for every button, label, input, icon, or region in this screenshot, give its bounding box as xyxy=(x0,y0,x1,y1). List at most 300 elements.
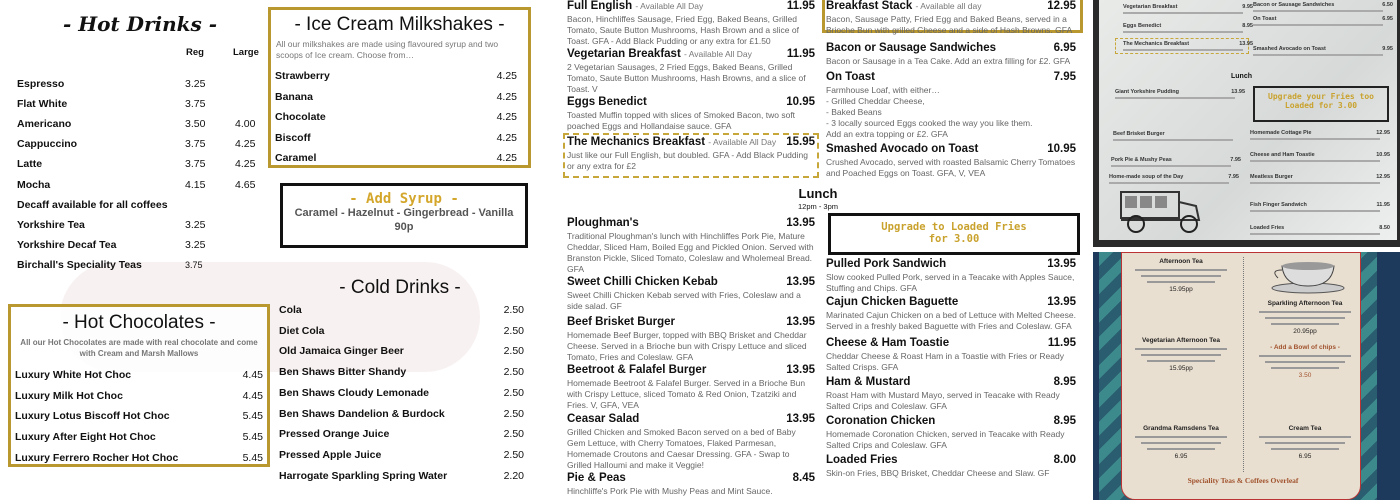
hot-drink-row xyxy=(17,78,267,92)
photo2-item-price: 6.95 xyxy=(1174,453,1188,460)
photo2-desc-line xyxy=(1135,269,1227,271)
photo1-lunch-title: Lunch xyxy=(1231,73,1252,80)
menu-item-name: Vegetarian Breakfast xyxy=(567,48,681,60)
menu-item-title xyxy=(826,337,949,350)
photo2-item-name: Afternoon Tea xyxy=(1159,258,1203,265)
milkshake-price: 4.25 xyxy=(496,90,517,103)
milkshake-price: 4.25 xyxy=(496,131,517,144)
photo1-item-desc-line xyxy=(1115,97,1235,99)
photo2-item-name: Sparkling Afternoon Tea xyxy=(1267,300,1343,307)
milkshake-row xyxy=(275,70,525,82)
menu-item-name: On Toast xyxy=(826,71,875,83)
menu-item-header xyxy=(826,42,1076,55)
photo2-item-price: 15.95pp xyxy=(1169,286,1193,293)
photo2-item-name: Grandma Ramsdens Tea xyxy=(1143,425,1219,432)
photo1-item-name: Fish Finger Sandwich xyxy=(1250,202,1307,208)
menu-item-header xyxy=(826,415,1076,428)
hot-chocolate-name: Luxury Milk Hot Choc xyxy=(15,389,123,402)
menu-item-title xyxy=(567,48,752,61)
menu-item-name: Ceasar Salad xyxy=(567,413,640,425)
cold-drink-name: Old Jamaica Ginger Beer xyxy=(279,345,404,358)
menu-item xyxy=(567,48,815,95)
hot-drink-row xyxy=(17,98,267,112)
cold-drink-price: 2.50 xyxy=(503,304,524,316)
cold-drink-row xyxy=(279,387,524,399)
food-menu-panel xyxy=(558,0,1090,500)
menu-item-name: Sweet Chilli Chicken Kebab xyxy=(567,276,718,288)
upgrade-line-2: for 3.00 xyxy=(928,233,980,245)
hot-chocolates-title: - Hot Chocolates - xyxy=(62,312,216,333)
photo1-item-name: Beef Brisket Burger xyxy=(1113,131,1165,137)
menu-item-description: Bacon or Sausage in a Tea Cake. Add an extra filling for £2. GFA xyxy=(826,56,1071,66)
menu-item-name: Breakfast Stack xyxy=(826,0,913,12)
photo1-item-desc-line xyxy=(1253,54,1383,56)
menu-item-description: Slow cooked Pulled Pork, served in a Teacake with Apples Sauce, Stuffing and Chips. GFA xyxy=(826,272,1075,293)
photo1-menu-item xyxy=(1250,202,1390,208)
cold-drink-price: 2.50 xyxy=(503,386,524,399)
menu-item-price: 13.95 xyxy=(1047,296,1076,308)
menu-item-title xyxy=(567,472,626,485)
milkshake-row xyxy=(275,111,525,123)
hot-drink-row xyxy=(17,239,267,253)
photo2-desc-line xyxy=(1259,355,1351,357)
menu-item-name: Cheese & Ham Toastie xyxy=(826,337,950,349)
lunch-hours: 12pm - 3pm xyxy=(797,202,839,211)
menu-item-price: 11.95 xyxy=(786,0,815,12)
menu-item-price: 8.95 xyxy=(1053,415,1076,427)
cold-drink-price: 2.50 xyxy=(503,345,524,358)
photo1-menu-item xyxy=(1123,4,1253,10)
drink-name: Decaff available for all coffees xyxy=(17,198,168,211)
photo1-menu-item xyxy=(1250,225,1390,231)
availability-note: - Available All Day xyxy=(708,137,777,147)
cold-drink-row xyxy=(279,304,524,316)
cold-drink-row xyxy=(279,470,524,482)
photo2-item-price: 3.50 xyxy=(1298,372,1312,379)
drink-name: Latte xyxy=(17,158,43,171)
drink-name: Mocha xyxy=(17,178,51,191)
photo1-item-desc-line xyxy=(1113,139,1233,141)
photo1-item-price: 9.95 xyxy=(1242,4,1253,10)
hot-chocolate-price: 5.45 xyxy=(242,431,263,444)
hot-chocolate-price: 5.45 xyxy=(242,410,263,423)
menu-item xyxy=(826,296,1076,332)
milkshake-row xyxy=(275,91,525,103)
milkshake-price: 4.25 xyxy=(496,70,517,82)
menu-item-name: Pie & Peas xyxy=(567,472,626,484)
milkshake-row xyxy=(275,152,525,164)
menu-item-title xyxy=(567,364,706,377)
hot-chocolates-description: All our Hot Chocolates are made with real chocolate and come with Cream and Marsh Mallows xyxy=(20,338,258,358)
hot-chocolate-row xyxy=(15,452,263,464)
drink-name: Americano xyxy=(17,118,72,131)
cold-drink-row xyxy=(279,428,524,440)
menu-item-header xyxy=(567,0,815,13)
menu-item-name: Ham & Mustard xyxy=(826,376,911,388)
photo1-item-name: On Toast xyxy=(1253,16,1277,22)
menu-item xyxy=(567,96,815,132)
menu-item-title xyxy=(567,413,639,426)
photo1-item-desc-line xyxy=(1253,24,1383,26)
hot-chocolate-row xyxy=(15,369,263,381)
menu-item-title xyxy=(826,71,875,84)
large-price: 4.65 xyxy=(235,178,256,191)
menu-item-name: Loaded Fries xyxy=(826,454,898,466)
menu-item-price: 13.95 xyxy=(786,413,815,425)
menu-item-description: Bacon, Sausage Patty, Fried Egg and Baked Beans, served in a Brioche Bun with grilled Cheese and a side of Hash Browns. GFA xyxy=(826,14,1073,35)
cold-drink-row xyxy=(279,366,524,378)
menu-item xyxy=(826,454,1076,479)
drinks-panel xyxy=(0,0,545,500)
photo2-menu-item xyxy=(1125,425,1237,460)
menu-item-description: Homemade Beetroot & Falafel Burger. Served in a Brioche Bun with Crispy Lettuce, sliced Tomato & Red Onion, Tzatziki and Fries. V, GFA, VEA xyxy=(567,378,806,410)
photo1-menu-item xyxy=(1250,174,1390,180)
photo1-item-desc-line xyxy=(1250,210,1380,212)
photo1-item-name: Smashed Avocado on Toast xyxy=(1253,46,1326,52)
menu-item-price: 8.00 xyxy=(1053,454,1076,466)
cold-drink-price: 2.50 xyxy=(503,324,524,337)
menu-item-title xyxy=(567,276,718,289)
menu-item-title xyxy=(826,258,946,271)
menu-item xyxy=(567,364,815,411)
hot-chocolate-price: 5.45 xyxy=(242,451,263,464)
menu-item-description: Hinchliffe's Pork Pie with Mushy Peas and Mint Sauce. xyxy=(567,486,773,496)
menu-item xyxy=(567,0,815,47)
menu-item-description: Marinated Cajun Chicken on a bed of Lettuce with Melted Cheese. Served in a freshly baked Baguette with Fries and Coleslaw. GFA xyxy=(826,310,1076,331)
reg-price: 3.75 xyxy=(185,158,206,171)
column-divider xyxy=(1243,257,1244,472)
menu-item xyxy=(826,376,1076,412)
menu-item-title xyxy=(826,376,910,389)
photo1-item-name: Giant Yorkshire Pudding xyxy=(1115,89,1179,95)
hot-chocolate-row xyxy=(15,410,263,422)
milkshakes-title: - Ice Cream Milkshakes - xyxy=(294,14,505,35)
photo1-item-price: 7.95 xyxy=(1230,157,1241,163)
photo2-item-name: - Add a Bowl of chips - xyxy=(1270,344,1340,351)
menu-item-header xyxy=(567,48,815,61)
menu-item-title xyxy=(826,415,935,428)
photo1-item-name: Meatless Burger xyxy=(1250,174,1293,180)
photo1-menu-item xyxy=(1109,174,1239,180)
menu-item xyxy=(826,42,1076,67)
menu-item-price: 13.95 xyxy=(786,217,815,229)
reg-price: 3.50 xyxy=(185,118,206,131)
teacup-illustration xyxy=(1268,258,1348,294)
photo2-desc-line xyxy=(1135,348,1227,350)
photo1-item-desc-line xyxy=(1250,182,1380,184)
photo1-item-desc-line xyxy=(1111,165,1231,167)
photo1-item-name: Vegetarian Breakfast xyxy=(1123,4,1178,10)
menu-item-header xyxy=(826,376,1076,389)
menu-item-title xyxy=(826,454,898,467)
cold-drink-price: 2.50 xyxy=(503,428,524,441)
menu-item-price: 7.95 xyxy=(1053,71,1076,83)
menu-item-description: Farmhouse Loaf, with either… - Grilled Cheddar Cheese, - Baked Beans - 3 locally sourced Eggs cooked the way you like them. Add an extra topping or £2. GFA xyxy=(826,85,1033,139)
hot-drink-row xyxy=(17,259,267,273)
photo1-item-price: 10.95 xyxy=(1376,152,1390,158)
photo1-item-name: The Mechanics Breakfast xyxy=(1123,41,1190,47)
hot-drinks-title: - Hot Drinks - xyxy=(62,12,218,36)
syrup-options: Caramel - Hazelnut - Gingerbread - Vanilla xyxy=(294,207,514,219)
availability-note: - Available All Day xyxy=(635,1,704,11)
reg-price: 3.75 xyxy=(185,138,206,151)
vintage-bus-illustration xyxy=(1111,188,1211,233)
cold-drink-price: 2.50 xyxy=(503,366,524,379)
photo1-menu-item xyxy=(1113,131,1243,137)
hot-chocolate-price: 4.45 xyxy=(242,389,263,402)
availability-note: - Available All Day xyxy=(684,49,752,59)
menu-item-name: Pulled Pork Sandwich xyxy=(826,258,947,270)
photo2-desc-line xyxy=(1135,436,1227,438)
photo2-item-price: 6.95 xyxy=(1298,453,1312,460)
menu-item-name: Beetroot & Falafel Burger xyxy=(567,364,707,376)
photo-lunch-menu xyxy=(1093,0,1400,247)
menu-item-price: 13.95 xyxy=(786,316,815,328)
photo1-item-desc-line xyxy=(1250,233,1380,235)
photo2-item-price: 20.95pp xyxy=(1293,328,1317,335)
cold-drink-name: Pressed Apple Juice xyxy=(279,448,382,461)
menu-item-description: Grilled Chicken and Smoked Bacon served on a bed of Baby Gem Lettuce, with Cherry Tomatoes, Flaked Parmesan, Homemade Croutons and Caesar Dressing. GFA - Swap to Grilled Halloumi and make it Veggie! xyxy=(567,427,796,470)
photo1-item-desc-line xyxy=(1123,49,1243,51)
photo1-menu-item xyxy=(1115,89,1245,95)
photo2-desc-line xyxy=(1265,361,1345,363)
photo2-desc-line xyxy=(1141,442,1221,444)
menu-item xyxy=(567,316,815,363)
photo1-menu-item xyxy=(1253,46,1393,52)
menu-item-header xyxy=(826,71,1076,84)
menu-item-title xyxy=(826,143,978,156)
milkshake-name: Strawberry xyxy=(275,70,330,82)
menu-item-title xyxy=(567,96,647,109)
reg-price: 3.25 xyxy=(185,218,206,231)
photo1-item-desc-line xyxy=(1250,160,1380,162)
menu-item-description: Homemade Beef Burger, topped with BBQ Brisket and Cheddar Cheese. Served in a Brioche bun with Crispy Lettuce and sliced Tomato, Fries and Coleslaw. GFA xyxy=(567,330,807,362)
menu-item-header xyxy=(567,217,815,230)
photo1-item-price: 6.50 xyxy=(1382,2,1393,8)
cold-drink-name: Pressed Orange Juice xyxy=(279,428,390,441)
menu-item-header xyxy=(826,143,1076,156)
hot-chocolate-name: Luxury Ferrero Rocher Hot Choc xyxy=(15,451,179,464)
menu-item xyxy=(826,337,1076,373)
milkshake-name: Chocolate xyxy=(275,111,326,123)
menu-item-description: Crushed Avocado, served with roasted Balsamic Cherry Tomatoes and Poached Eggs on Toast. GFA, V, VEA xyxy=(826,157,1076,178)
menu-item-name: Ploughman's xyxy=(567,217,639,229)
photo1-menu-item xyxy=(1250,130,1390,136)
photo2-desc-line xyxy=(1265,442,1345,444)
large-price: 4.00 xyxy=(235,118,256,131)
drink-name: Flat White xyxy=(17,98,68,111)
photo1-item-desc-line xyxy=(1123,12,1243,14)
menu-item-price: 10.95 xyxy=(1047,143,1076,155)
menu-item-price: 15.95 xyxy=(786,136,815,148)
hot-drink-row xyxy=(17,179,267,193)
menu-item-description: Roast Ham with Mustard Mayo, served in Teacake with Ready Salted Crips and Coleslaw. GFA xyxy=(826,390,1060,411)
photo2-desc-line xyxy=(1259,436,1351,438)
menu-item-header xyxy=(826,296,1076,309)
milkshakes-description: All our milkshakes are made using flavoured syrup and two scoops of Ice cream. Choose from… xyxy=(276,39,499,60)
menu-item-title xyxy=(826,296,958,309)
drink-name: Birchall's Speciality Teas xyxy=(17,258,142,271)
photo1-item-price: 8.50 xyxy=(1379,225,1390,231)
cold-drink-price: 2.50 xyxy=(503,407,524,420)
menu-item-description: Skin-on Fries, BBQ Brisket, Cheddar Cheese and Slaw. GF xyxy=(826,468,1050,478)
menu-item-description: Traditional Ploughman's lunch with Hinchliffes Pork Pie, Mature Cheddar, Sliced Ham, Boiled Egg and Pickled Onion. Served with Branston Pickle, Sliced Tomato, Coleslaw and Wholemeal Bread. GFA xyxy=(567,231,814,274)
photo1-item-desc-line xyxy=(1109,182,1229,184)
photo1-menu-item xyxy=(1123,23,1253,29)
menu-item-price: 11.95 xyxy=(1047,337,1076,349)
menu-item-name: The Mechanics Breakfast xyxy=(567,136,706,148)
cold-drink-row xyxy=(279,325,524,337)
cold-drink-name: Ben Shaws Dandelion & Burdock xyxy=(279,407,445,420)
menu-item xyxy=(826,71,1076,140)
menu-item-header xyxy=(826,337,1076,350)
photo1-item-name: Pork Pie & Mushy Peas xyxy=(1111,157,1172,163)
menu-item-name: Full English xyxy=(567,0,633,12)
photo2-desc-line xyxy=(1141,354,1221,356)
photo2-item-name: Vegetarian Afternoon Tea xyxy=(1141,337,1221,344)
menu-item-title xyxy=(826,42,996,55)
photo2-desc-line xyxy=(1147,448,1215,450)
photo1-item-price: 6.95 xyxy=(1382,16,1393,22)
menu-item-header xyxy=(567,96,815,109)
large-header: Large xyxy=(233,47,259,58)
photo2-footer: Speciality Teas & Coffees Overleaf xyxy=(1187,476,1299,485)
menu-item-header xyxy=(567,364,815,377)
menu-item-title xyxy=(567,0,703,13)
menu-item-name: Cajun Chicken Baguette xyxy=(826,296,959,308)
hot-drink-row xyxy=(17,138,267,152)
menu-item-name: Bacon or Sausage Sandwiches xyxy=(826,42,997,54)
menu-item-name: Coronation Chicken xyxy=(826,415,936,427)
hot-chocolate-name: Luxury Lotus Biscoff Hot Choc xyxy=(15,410,170,423)
menu-item-header xyxy=(567,413,815,426)
photo2-item-name: Cream Tea xyxy=(1288,425,1322,432)
menu-item-header xyxy=(567,276,815,289)
photo1-item-name: Home-made soup of the Day xyxy=(1109,174,1184,180)
photo2-menu-item xyxy=(1125,258,1237,293)
photo1-item-price: 13.95 xyxy=(1239,41,1253,47)
photo1-item-price: 12.95 xyxy=(1376,174,1390,180)
menu-item-title xyxy=(567,136,776,149)
hot-drink-row xyxy=(17,219,267,233)
menu-item-header xyxy=(567,136,815,149)
menu-item-name: Eggs Benedict xyxy=(567,96,647,108)
cold-drink-name: Cola xyxy=(279,304,302,316)
large-price: 4.25 xyxy=(235,138,256,151)
menu-item xyxy=(826,415,1076,451)
reg-price: 4.15 xyxy=(185,178,206,191)
menu-item xyxy=(567,217,815,275)
upgrade-line-1: Upgrade to Loaded Fries xyxy=(881,221,1027,233)
photo1-menu-item xyxy=(1253,16,1393,22)
cold-drink-name: Diet Cola xyxy=(279,324,325,337)
menu-item-description: Toasted Muffin topped with slices of Smoked Bacon, two soft poached Eggs and Hollandaise sauce. GFA xyxy=(567,110,796,131)
menu-item-description: Sweet Chilli Chicken Kebab served with Fries, Coleslaw and a side salad. GF xyxy=(567,290,801,311)
menu-item-price: 8.95 xyxy=(1053,376,1076,388)
milkshake-name: Biscoff xyxy=(275,131,311,144)
photo2-desc-line xyxy=(1271,448,1339,450)
hot-chocolate-name: Luxury White Hot Choc xyxy=(15,369,132,381)
photo1-item-price: 9.95 xyxy=(1382,46,1393,52)
photo1-item-price: 13.95 xyxy=(1231,89,1245,95)
photo2-menu-item xyxy=(1249,425,1361,460)
reg-price: 3.25 xyxy=(185,238,206,251)
cold-drink-row xyxy=(279,408,524,420)
menu-item-header xyxy=(826,454,1076,467)
menu-item-price: 13.95 xyxy=(786,364,815,376)
photo-afternoon-tea-menu xyxy=(1093,252,1400,500)
cold-drink-name: Ben Shaws Cloudy Lemonade xyxy=(279,386,429,399)
cold-drink-price: 2.20 xyxy=(503,469,524,482)
photo2-desc-line xyxy=(1271,323,1339,325)
photo1-item-price: 7.95 xyxy=(1228,174,1239,180)
lunch-title: Lunch xyxy=(798,186,838,201)
photo1-upgrade-box: Upgrade your Fries too Loaded for 3.00 xyxy=(1253,86,1389,122)
photo1-item-desc-line xyxy=(1123,31,1243,33)
menu-item xyxy=(567,413,815,471)
menu-item-header xyxy=(826,258,1076,271)
menu-item-price: 13.95 xyxy=(1047,258,1076,270)
menu-item-price: 12.95 xyxy=(1047,0,1076,12)
milkshake-row xyxy=(275,132,525,144)
drink-name: Espresso xyxy=(17,78,65,90)
add-syrup-title: - Add Syrup - xyxy=(349,191,459,207)
hot-chocolate-row xyxy=(15,390,263,402)
photo1-item-price: 12.95 xyxy=(1376,130,1390,136)
menu-item-price: 8.45 xyxy=(792,472,815,484)
menu-item xyxy=(567,472,815,497)
milkshakes-box xyxy=(268,7,531,168)
photo1-item-name: Homemade Cottage Pie xyxy=(1250,130,1312,136)
menu-item-name: Beef Brisket Burger xyxy=(567,316,676,328)
milkshake-price: 4.25 xyxy=(496,152,517,164)
menu-item-header xyxy=(826,0,1076,13)
reg-price: 3.25 xyxy=(185,78,206,90)
menu-item-description: Cheddar Cheese & Roast Ham in a Toastie with Fries or Ready Salted Crisps. GFA xyxy=(826,351,1064,372)
menu-item xyxy=(826,143,1076,179)
syrup-price: 90p xyxy=(394,221,414,233)
photo1-item-price: 11.95 xyxy=(1376,202,1390,208)
photo1-menu-item xyxy=(1253,2,1393,8)
menu-item-title xyxy=(567,217,639,230)
milkshake-price: 4.25 xyxy=(496,111,517,123)
photo2-menu-item xyxy=(1249,344,1361,379)
menu-item-description: 2 Vegetarian Sausages, 2 Fried Eggs, Baked Beans, Grilled Tomato, Saute Button Mushrooms, Hash Browns, and a slice of Toast. V xyxy=(567,62,806,94)
reg-header: Reg xyxy=(186,47,204,58)
hot-drink-row xyxy=(17,118,267,132)
menu-item xyxy=(826,0,1076,36)
hot-chocolates-box xyxy=(8,304,270,467)
photo1-item-name: Loaded Fries xyxy=(1250,225,1285,231)
menu-item-price: 6.95 xyxy=(1053,42,1076,54)
menu-item-header xyxy=(567,472,815,485)
hot-chocolate-name: Luxury After Eight Hot Choc xyxy=(15,431,156,444)
cold-drink-name: Harrogate Sparkling Spring Water xyxy=(279,469,448,482)
menu-item xyxy=(826,258,1076,294)
photo1-menu-item xyxy=(1111,157,1241,163)
menu-item-price: 10.95 xyxy=(786,96,815,108)
drink-name: Yorkshire Tea xyxy=(17,218,85,231)
drink-name: Yorkshire Decaf Tea xyxy=(17,238,117,251)
menu-item-price: 13.95 xyxy=(786,276,815,288)
photo1-item-desc-line xyxy=(1253,10,1383,12)
photo1-item-price: 8.95 xyxy=(1242,23,1253,29)
availability-note: - Available all day xyxy=(915,1,982,11)
photo2-menu-item xyxy=(1125,337,1237,372)
photo1-item-name: Bacon or Sausage Sandwiches xyxy=(1253,2,1335,8)
photo1-menu-item xyxy=(1123,41,1253,47)
photo1-item-desc-line xyxy=(1250,138,1380,140)
